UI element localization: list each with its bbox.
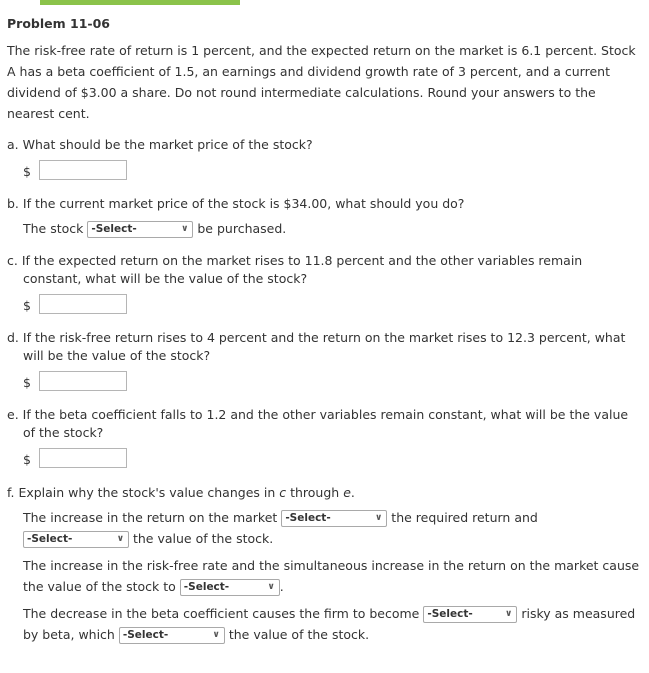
f1b-select[interactable] [23, 531, 129, 548]
select-label: -Select- [91, 223, 137, 235]
question-f [7, 484, 355, 502]
answer-e-input[interactable] [39, 448, 127, 468]
f2-post: . [279, 579, 284, 594]
chevron-down-icon: ∨ [212, 630, 220, 640]
f3b-post: the value of the stock. [228, 627, 370, 642]
f-statement-3 [23, 603, 635, 624]
f-statement-1 [23, 507, 538, 528]
question-c-cont: constant, what will be the value of the stock? [23, 271, 308, 286]
select-label: -Select- [27, 533, 73, 545]
question-e-cont: of the stock? [23, 425, 104, 440]
f-statement-2: The increase in the risk-free rate and the simultaneous increase in the return on the market cause [23, 558, 640, 573]
answer-b-select[interactable] [87, 221, 193, 238]
f1-pre: The increase in the return on the market [23, 510, 278, 525]
question-d: d. If the risk-free return rises to 4 percent and the return on the market rises to 12.3 percent, what [7, 330, 626, 345]
f3-post: risky as measured [521, 606, 636, 621]
currency-symbol: $ [23, 298, 31, 313]
answer-b-pre: The stock [23, 221, 84, 236]
f1-select[interactable] [281, 510, 387, 527]
currency-symbol: $ [23, 164, 31, 179]
problem-intro [7, 40, 643, 124]
chevron-down-icon: ∨ [116, 534, 124, 544]
chevron-down-icon: ∨ [375, 513, 383, 523]
question-e: e. If the beta coefficient falls to 1.2 and the other variables remain constant, what will be the value [7, 407, 629, 422]
answer-c-input[interactable] [39, 294, 127, 314]
question-f-c: c [279, 485, 287, 500]
f-statement-2b [23, 576, 284, 597]
problem-title: Problem 11-06 [7, 16, 110, 31]
f1b-post: the value of the stock. [132, 531, 274, 546]
intro-line: A has a beta coefficient of 1.5, an earnings and dividend growth rate of 3 percent, and a current [7, 64, 610, 79]
question-c: c. If the expected return on the market rises to 11.8 percent and the other variables remain [7, 253, 583, 268]
progress-bar [40, 0, 240, 5]
select-label: -Select- [285, 512, 331, 524]
f1-post: the required return and [391, 510, 538, 525]
select-label: -Select- [183, 581, 230, 593]
intro-line: nearest cent. [7, 106, 90, 121]
question-f-e: e [343, 485, 351, 500]
f-statement-3b [23, 624, 369, 645]
f3b-pre: by beta, which [23, 627, 115, 642]
f2-select[interactable] [180, 579, 280, 596]
question-f-text: f. Explain why the stock's value changes in [7, 485, 280, 500]
select-label: -Select- [427, 608, 473, 620]
question-b: b. If the current market price of the stock is $34.00, what should you do? [7, 196, 465, 211]
chevron-down-icon: ∨ [505, 609, 513, 619]
f3b-select[interactable] [119, 627, 225, 644]
f2-pre: the value of the stock to [23, 579, 176, 594]
question-a: a. What should be the market price of the stock? [7, 137, 313, 152]
currency-symbol: $ [23, 375, 31, 390]
currency-symbol: $ [23, 452, 31, 467]
select-label: -Select- [122, 629, 169, 641]
intro-line: dividend of $3.00 a share. Do not round intermediate calculations. Round your answers to the [7, 85, 596, 100]
answer-a-input[interactable] [39, 160, 127, 180]
answer-b-row [23, 218, 286, 239]
answer-b-post: be purchased. [197, 221, 287, 236]
question-f-text: through [286, 485, 344, 500]
f3-pre: The decrease in the beta coefficient causes the firm to become [23, 606, 420, 621]
answer-d-input[interactable] [39, 371, 127, 391]
chevron-down-icon: ∨ [267, 582, 275, 592]
f3-select[interactable] [423, 606, 517, 623]
intro-line: The risk-free rate of return is 1 percent, and the expected return on the market is 6.1 percent. Stock [7, 43, 636, 58]
question-f-text: . [350, 485, 355, 500]
question-d-cont: will be the value of the stock? [23, 348, 211, 363]
f-statement-1b [23, 528, 273, 549]
chevron-down-icon: ∨ [181, 224, 189, 234]
